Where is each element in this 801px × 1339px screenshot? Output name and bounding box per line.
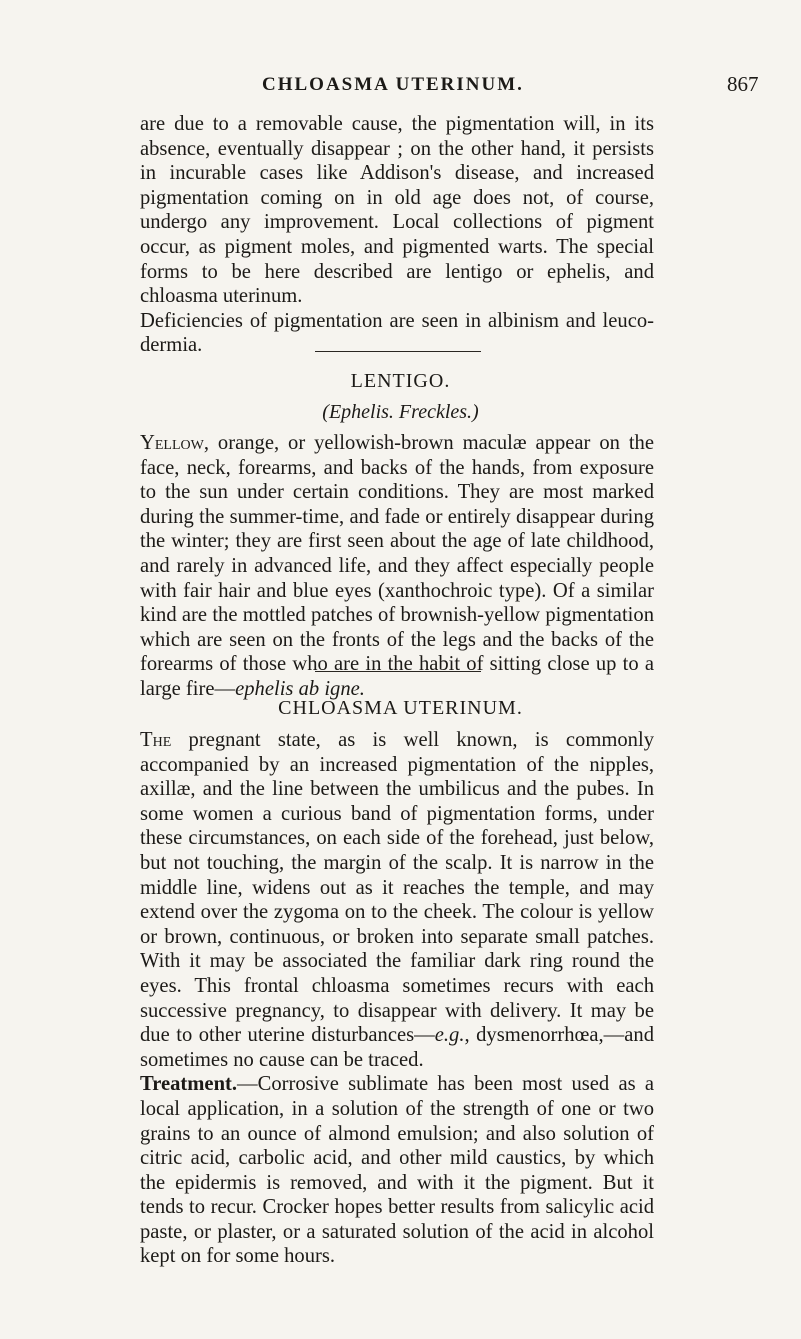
treatment-paragraph xyxy=(140,1072,654,1269)
chloasma-paragraph xyxy=(140,728,654,1072)
lentigo-paragraph xyxy=(140,431,654,702)
section-divider xyxy=(315,671,481,672)
lentigo-lead-word: Yellow, xyxy=(140,432,210,454)
ephelis-ab-igne: ephelis ab igne. xyxy=(235,677,365,700)
treatment-body: —Corrosive sublimate has been most used as a local application, in a solution of the strength of one or two grains to an ounce of almond emulsion; and also solution of citric acid, carbolic acid, and other mild caustics, by which the epidermis is removed, and with it the pigment. But it tends to recur. Crocker hopes better results from salicylic acid paste, or plaster, or a saturated solution of the acid in alcohol kept on for some hours. xyxy=(140,1073,654,1268)
page-header xyxy=(0,72,801,102)
section-divider xyxy=(315,351,481,352)
chloasma-heading: CHLOASMA UTERINUM. xyxy=(278,697,523,719)
eg-abbreviation: e.g. xyxy=(434,1024,465,1047)
lentigo-heading: LENTIGO. xyxy=(350,370,451,392)
page-number: 867 xyxy=(727,72,759,96)
chloasma-body-end: , dysmenorrhœa,—and sometimes no cause can be traced. xyxy=(140,1024,654,1071)
running-head: CHLOASMA UTERINUM. xyxy=(262,74,524,95)
lentigo-body: orange, or yellowish-brown maculæ appear on the face, neck, forearms, and backs of the hands, from exposure to the sun under certain conditions. They are most marked during the summer-time, and fade or entirely disappear during the winter; they are first seen about the age of late childhood, and rarely in advanced life, and they affect especially people with fair hair and blue eyes (xanthochroic type). Of a similar kind are the mottled patches of brownish-yellow pigmentation which are seen on the fronts of the legs and the backs of the forearms of those who are in the habit of sitting close up to a large fire— xyxy=(140,432,654,700)
treatment-label: Treatment. xyxy=(140,1073,238,1096)
intro-paragraph: are due to a removable cause, the pigmentation will, in its absence, eventually disappear ; on the other hand, it persists in incurable cases like Addison's disease, and increased pigmentation coming on in old age does not, of course, undergo any improvement. Local collections of pigment occur, as pigment moles, and pigmented warts. The special forms to be here described are lentigo or ephelis, and chloasma uterinum. xyxy=(140,113,654,308)
chloasma-lead-word: The xyxy=(140,729,172,751)
lentigo-subtitle: (Ephelis. Freckles.) xyxy=(322,401,479,423)
intro-section xyxy=(140,112,654,358)
lentigo-section xyxy=(140,431,654,702)
deficiencies-paragraph: Deficiencies of pigmentation are seen in albinism and leucodermia. xyxy=(140,309,654,357)
chloasma-body: pregnant state, as is well known, is commonly accompanied by an increased pigmentation of the nipples, axillæ, and the line between the umbilicus and the pubes. In some women a curious band of pigmentation forms, under these circumstances, on each side of the forehead, just below, but not touching, the margin of the scalp. It is narrow in the middle line, widens out as it reaches the temple, and may extend over the zygoma on to the cheek. The colour is yellow or brown, continuous, or broken into separate small patches. With it may be associated the familiar dark ring round the eyes. This frontal chloasma sometimes recurs with each successive pregnancy, to disappear with delivery. It may be due to other uterine disturbances— xyxy=(140,729,654,1047)
chloasma-section xyxy=(140,728,654,1269)
